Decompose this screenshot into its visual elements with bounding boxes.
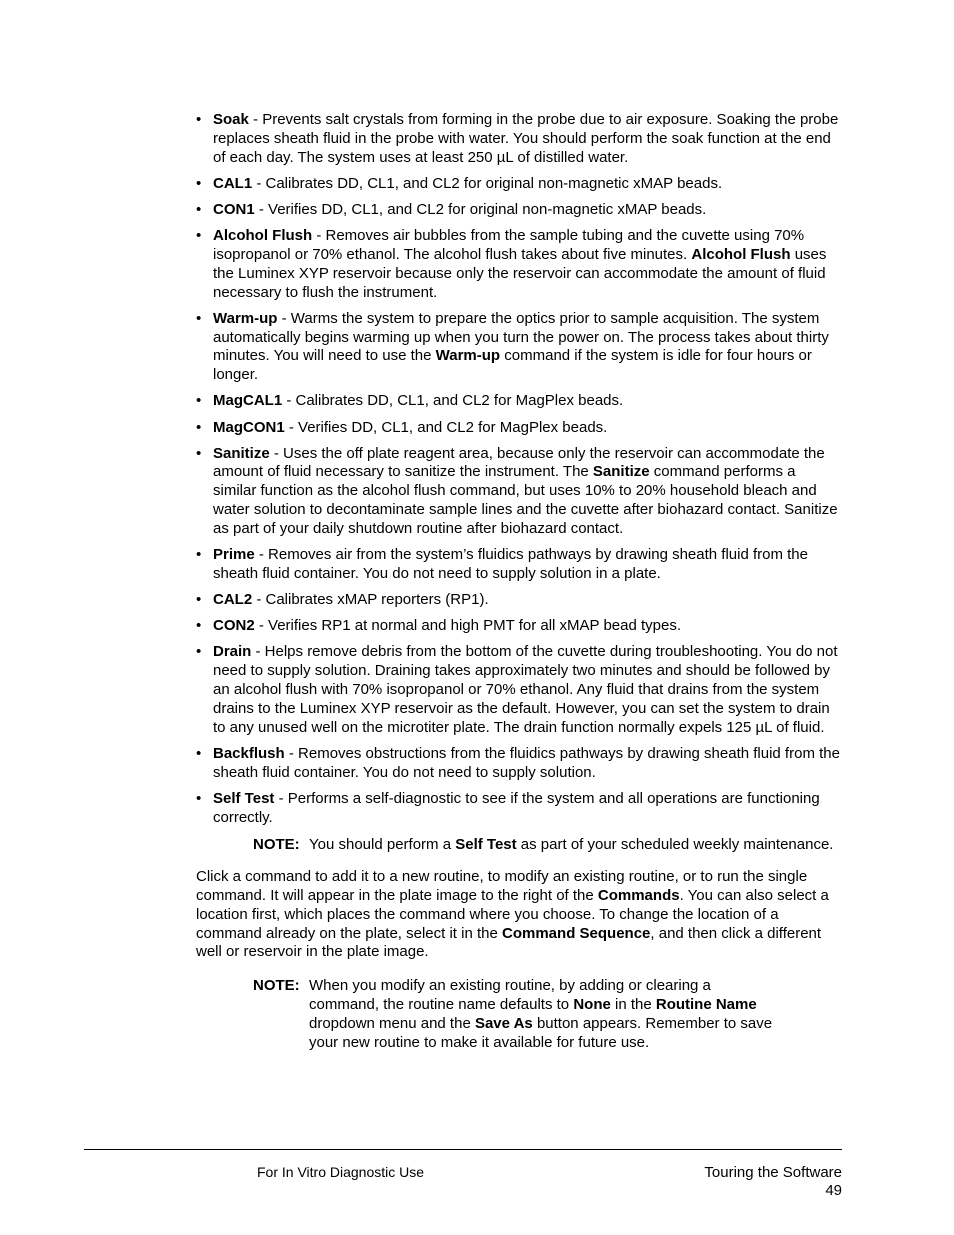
command-description: command if the system is idle for four hours or longer. xyxy=(213,347,812,384)
command-description: - Verifies DD, CL1, and CL2 for MagPlex beads. xyxy=(284,418,608,436)
note-modify-routine xyxy=(253,977,842,1052)
list-item xyxy=(196,643,842,737)
command-term: Drain xyxy=(213,643,252,661)
bullet-icon: • xyxy=(196,444,202,462)
command-description: - Calibrates DD, CL1, and CL2 for MagPlex beads. xyxy=(282,392,624,410)
list-item xyxy=(196,111,842,167)
bullet-icon: • xyxy=(196,174,202,192)
list-item xyxy=(196,419,842,438)
command-term: CAL2 xyxy=(213,591,253,609)
bullet-icon: • xyxy=(196,392,202,410)
footer-section-title: Touring the Software xyxy=(704,1164,842,1181)
bullet-icon: • xyxy=(196,227,202,245)
note-text-emphasis: Self Test xyxy=(455,836,517,854)
note-text xyxy=(309,977,779,1052)
paragraph-emphasis: Commands xyxy=(597,886,680,904)
note-text-part: button appears. Remember to save your new routine to make it available for future use. xyxy=(309,1014,773,1051)
document-body xyxy=(196,111,842,1052)
note-text-part: dropdown menu and the xyxy=(309,1014,475,1032)
note-self-test xyxy=(253,836,842,855)
bullet-icon: • xyxy=(196,418,202,436)
list-item xyxy=(196,790,842,828)
command-description: - Warms the system to prepare the optics prior to sample acquisition. The system automatically begins warming up when you turn the power on. The process takes about thirty minutes. You will need to use the xyxy=(213,309,829,365)
bullet-icon: • xyxy=(196,200,202,218)
paragraph-text: Click a command to add it to a new routine, to modify an existing routine, or to run the single command. It will appear in the plate image to the right of the xyxy=(196,868,808,904)
command-description: - Calibrates xMAP reporters (RP1). xyxy=(252,591,489,609)
command-term: CON2 xyxy=(213,617,255,635)
footer-section xyxy=(704,1164,842,1200)
paragraph-text: , and then click a different well or reservoir in the plate image. xyxy=(196,924,822,961)
command-description: - Removes air bubbles from the sample tubing and the cuvette using 70% isopropanol or 70% ethanol. The alcohol flush takes about five minutes. xyxy=(213,227,805,263)
command-term: Prime xyxy=(213,546,255,564)
list-item xyxy=(196,546,842,584)
note-text-part: You should perform a xyxy=(309,836,456,854)
command-term: Backflush xyxy=(213,744,285,762)
command-description: - Prevents salt crystals from forming in the probe due to air exposure. Soaking the probe replaces sheath fluid in the probe with water. You should perform the soak function at the end of each day. The system uses at least 250 µL of distilled water. xyxy=(213,111,839,166)
command-description: - Removes air from the system’s fluidics pathways by drawing sheath fluid from the sheath fluid container. You do not need to supply solution in a plate. xyxy=(213,546,808,582)
list-item xyxy=(196,227,842,302)
paragraph-emphasis: Command Sequence xyxy=(502,924,651,942)
command-term: MagCON1 xyxy=(213,418,285,436)
bullet-icon: • xyxy=(196,789,202,807)
list-item xyxy=(196,445,842,539)
command-description: - Removes obstructions from the fluidics pathways by drawing sheath fluid from the sheath fluid container. You do not need to supply solution. xyxy=(213,744,840,781)
command-term: Alcohol Flush xyxy=(213,227,313,245)
footer-disclaimer: For In Vitro Diagnostic Use xyxy=(257,1164,425,1180)
page-number: 49 xyxy=(825,1182,842,1199)
command-description: command performs a similar function as the alcohol flush command, but uses 10% to 20% household bleach and water solution to decontaminate sample lines and the cuvette after biohazard contact. Sanitize as part of your daily shutdown routine after biohazard contact. xyxy=(213,463,838,537)
command-reference: Warm-up xyxy=(435,347,501,365)
list-item xyxy=(196,201,842,220)
bullet-icon: • xyxy=(196,309,202,327)
list-item xyxy=(196,591,842,610)
command-description: - Verifies DD, CL1, and CL2 for original non-magnetic xMAP beads. xyxy=(254,200,707,218)
command-term: Soak xyxy=(213,111,249,128)
command-description: - Uses the off plate reagent area, because only the reservoir can accommodate the amount of fluid necessary to sanitize the instrument. The xyxy=(213,444,825,481)
command-description: - Performs a self-diagnostic to see if the system and all operations are functioning correctly. xyxy=(213,789,820,826)
command-reference: Sanitize xyxy=(592,463,650,481)
footer-divider xyxy=(84,1149,842,1150)
note-text-part: as part of your scheduled weekly maintenance. xyxy=(516,836,834,854)
paragraph-text: . You can also select a location first, which places the command where you choose. To change the location of a command already on the plate, select it in the xyxy=(196,886,829,942)
note-text-emphasis: Save As xyxy=(474,1014,533,1032)
list-item xyxy=(196,745,842,783)
command-description: - Verifies RP1 at normal and high PMT for all xMAP bead types. xyxy=(254,617,682,635)
note-label: NOTE: xyxy=(253,836,300,854)
command-term: Warm-up xyxy=(213,309,278,327)
command-term: CAL1 xyxy=(213,174,253,192)
command-description: - Calibrates DD, CL1, and CL2 for original non-magnetic xMAP beads. xyxy=(252,174,723,192)
command-term: Sanitize xyxy=(213,444,270,462)
command-term: CON1 xyxy=(213,200,255,218)
note-text-part: When you modify an existing routine, by adding or clearing a command, the routine name defaults to xyxy=(309,977,711,1013)
command-description: uses the Luminex XYP reservoir because only the reservoir can accommodate the amount of fluid necessary to flush the instrument. xyxy=(213,245,827,301)
note-text-emphasis: Routine Name xyxy=(655,995,757,1013)
bullet-icon: • xyxy=(196,591,202,609)
command-term: MagCAL1 xyxy=(213,392,283,410)
list-item xyxy=(196,392,842,411)
command-term: Self Test xyxy=(213,789,275,807)
note-text-emphasis: None xyxy=(573,995,611,1013)
body-paragraph xyxy=(196,868,842,962)
bullet-icon: • xyxy=(196,643,202,661)
list-item xyxy=(196,617,842,636)
bullet-icon: • xyxy=(196,546,202,564)
note-label: NOTE: xyxy=(253,977,300,995)
note-text xyxy=(309,836,842,855)
bullet-icon: • xyxy=(196,111,202,128)
bullet-icon: • xyxy=(196,744,202,762)
command-description: - Helps remove debris from the bottom of the cuvette during troubleshooting. You do not need to supply solution. Draining takes approximately two minutes and should be followed by an alcohol flush with 70% isopropanol or 70% ethanol. Any fluid that drains from the system drains to the Luminex XYP reservoir as the default. However, you can set the system to drain to any unused well on the microtiter plate. The drain function normally expels 125 µL of fluid. xyxy=(213,643,838,736)
list-item xyxy=(196,175,842,194)
command-reference: Alcohol Flush xyxy=(691,245,791,263)
note-text-part: in the xyxy=(610,995,656,1013)
list-item xyxy=(196,310,842,385)
command-list xyxy=(196,111,842,827)
bullet-icon: • xyxy=(196,617,202,635)
